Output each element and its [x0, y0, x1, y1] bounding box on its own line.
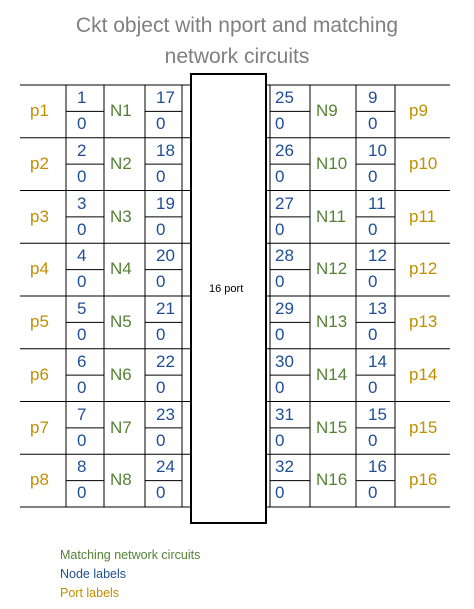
port-label: p16 — [409, 470, 438, 490]
node-label: 29 — [275, 299, 294, 318]
node-ref-label: 0 — [275, 166, 285, 186]
node-label: 30 — [275, 351, 294, 371]
port-label: p6 — [30, 364, 49, 384]
legend-node-labels: Node labels — [60, 567, 127, 581]
legend-network-circuits: Matching network circuits — [60, 548, 201, 562]
node-label: 9 — [368, 88, 378, 107]
sixteen-port-label: 16 port — [209, 283, 244, 295]
network-label: N12 — [316, 259, 348, 279]
node-ref-label: 0 — [368, 272, 378, 292]
node-label: 20 — [156, 246, 175, 266]
node-ref-label: 0 — [275, 377, 285, 397]
node-ref-label: 0 — [156, 483, 166, 503]
node-label: 23 — [156, 404, 175, 424]
node-label: 25 — [275, 88, 294, 107]
node-label: 7 — [77, 404, 87, 424]
port-label: p12 — [409, 259, 438, 279]
network-label: N7 — [110, 417, 132, 437]
node-ref-label: 0 — [156, 272, 166, 292]
node-label: 5 — [77, 299, 87, 318]
port-label: p8 — [30, 470, 49, 490]
port-label: p10 — [409, 153, 438, 173]
node-label: 32 — [275, 457, 294, 477]
node-ref-label: 0 — [77, 483, 87, 503]
node-label: 4 — [77, 246, 87, 266]
node-ref-label: 0 — [77, 377, 87, 397]
node-ref-label: 0 — [77, 114, 87, 133]
node-label: 28 — [275, 246, 294, 266]
port-label: p13 — [409, 312, 438, 331]
node-ref-label: 0 — [368, 166, 378, 186]
node-label: 16 — [368, 457, 387, 477]
node-ref-label: 0 — [156, 430, 166, 450]
node-label: 15 — [368, 404, 387, 424]
node-label: 1 — [77, 88, 87, 107]
node-label: 12 — [368, 246, 387, 266]
node-label: 10 — [368, 140, 387, 160]
port-label: p7 — [30, 417, 49, 437]
node-ref-label: 0 — [156, 166, 166, 186]
node-ref-label: 0 — [275, 114, 285, 133]
network-label: N1 — [110, 101, 132, 120]
node-label: 13 — [368, 299, 387, 318]
title-line-2: network circuits — [164, 45, 310, 68]
port-label: p14 — [409, 364, 438, 384]
node-ref-label: 0 — [156, 325, 166, 344]
port-label: p9 — [409, 101, 428, 120]
node-label: 26 — [275, 140, 294, 160]
node-label: 11 — [368, 193, 386, 213]
node-ref-label: 0 — [275, 272, 285, 292]
node-ref-label: 0 — [368, 219, 378, 239]
port-label: p2 — [30, 153, 49, 173]
node-ref-label: 0 — [77, 430, 87, 450]
node-label: 6 — [77, 351, 87, 371]
node-ref-label: 0 — [368, 325, 378, 344]
network-label: N10 — [316, 153, 348, 173]
node-label: 14 — [368, 351, 387, 371]
network-label: N4 — [110, 259, 132, 279]
node-ref-label: 0 — [156, 114, 166, 133]
network-label: N14 — [316, 364, 348, 384]
node-ref-label: 0 — [368, 430, 378, 450]
node-label: 18 — [156, 140, 175, 160]
node-ref-label: 0 — [77, 166, 87, 186]
network-label: N6 — [110, 364, 132, 384]
node-label: 17 — [156, 88, 175, 107]
node-ref-label: 0 — [77, 325, 87, 344]
node-label: 3 — [77, 193, 87, 213]
node-ref-label: 0 — [77, 219, 87, 239]
node-ref-label: 0 — [275, 219, 285, 239]
node-label: 27 — [275, 193, 294, 213]
node-ref-label: 0 — [368, 114, 378, 133]
node-label: 19 — [156, 193, 175, 213]
title-line-1: Ckt object with nport and matching — [75, 14, 399, 37]
network-label: N15 — [316, 417, 348, 437]
node-ref-label: 0 — [275, 430, 285, 450]
port-label: p4 — [30, 259, 49, 279]
network-label: N16 — [316, 470, 348, 490]
node-ref-label: 0 — [77, 272, 87, 292]
node-label: 31 — [275, 404, 294, 424]
legend-port-labels: Port labels — [60, 586, 120, 600]
node-ref-label: 0 — [275, 483, 285, 503]
port-label: p11 — [409, 206, 437, 226]
node-label: 22 — [156, 351, 175, 371]
network-label: N9 — [316, 101, 338, 120]
node-ref-label: 0 — [368, 483, 378, 503]
node-ref-label: 0 — [275, 325, 285, 344]
network-label: N13 — [316, 312, 348, 331]
node-label: 2 — [77, 140, 87, 160]
node-ref-label: 0 — [156, 219, 166, 239]
network-label: N11 — [316, 206, 346, 226]
node-label: 24 — [156, 457, 175, 477]
network-label: N5 — [110, 312, 132, 331]
port-label: p15 — [409, 417, 438, 437]
sixteen-port-box — [191, 74, 266, 523]
port-label: p1 — [30, 101, 49, 120]
node-label: 21 — [156, 299, 175, 318]
node-ref-label: 0 — [156, 377, 166, 397]
network-label: N8 — [110, 470, 132, 490]
port-label: p5 — [30, 312, 49, 331]
network-label: N2 — [110, 153, 132, 173]
node-label: 8 — [77, 457, 87, 477]
network-label: N3 — [110, 206, 132, 226]
node-ref-label: 0 — [368, 377, 378, 397]
port-label: p3 — [30, 206, 49, 226]
